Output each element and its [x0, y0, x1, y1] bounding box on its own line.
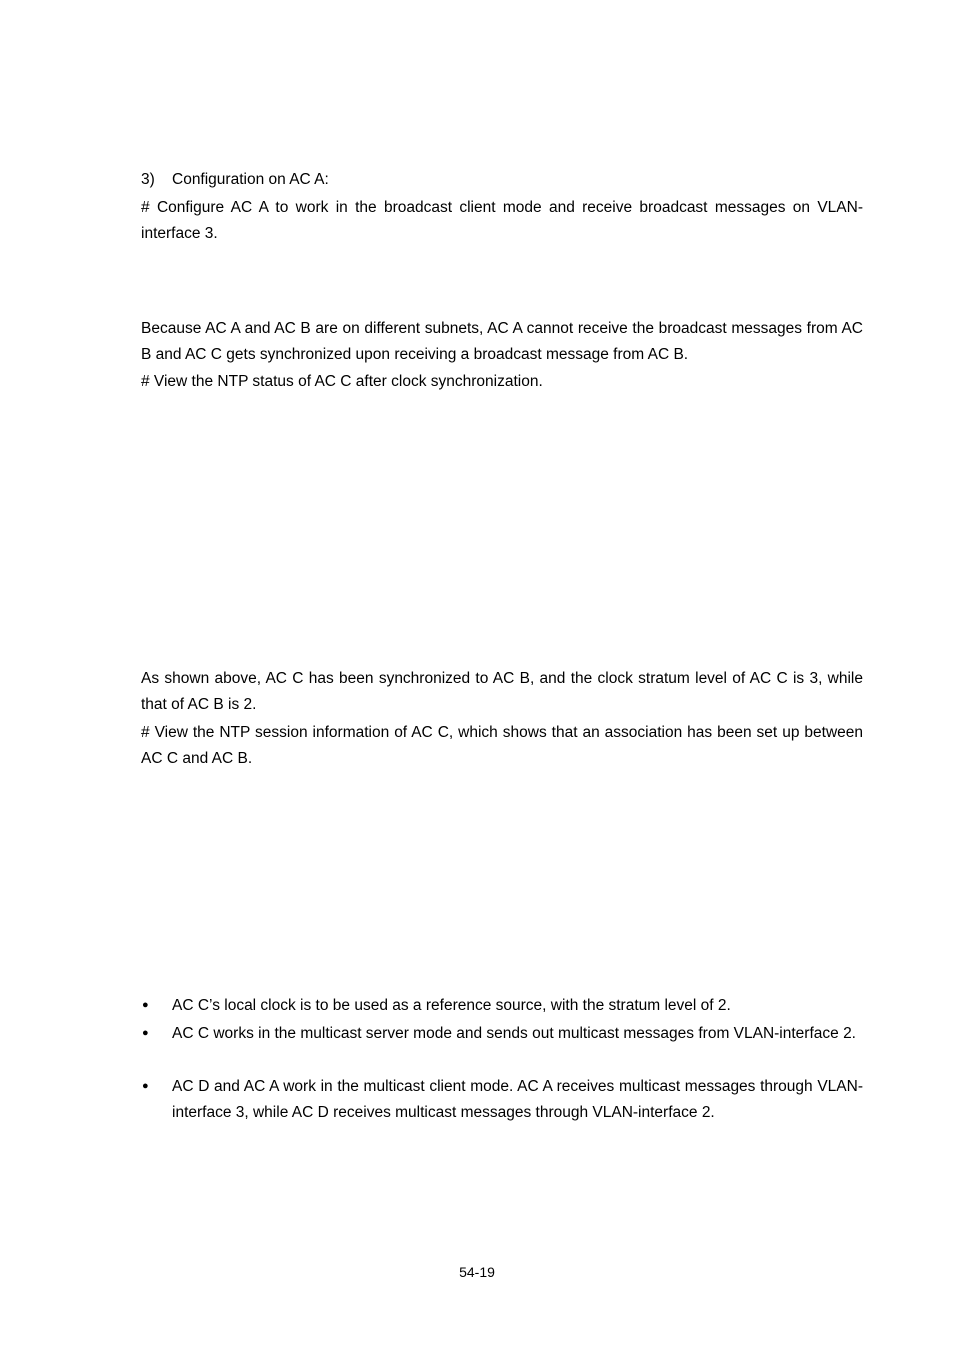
step-heading — [141, 167, 329, 193]
paragraph-view-ntp-status: # View the NTP status of AC C after clock synchronization. — [141, 373, 543, 390]
paragraph-view-ntp-session: # View the NTP session information of AC C, which shows that an association has been set up between AC C and AC B. — [141, 724, 863, 767]
paragraph-as-shown-above: As shown above, AC C has been synchronized to AC B, and the clock stratum level of AC C is 3, while that of AC B is 2. — [141, 670, 863, 713]
list-item-text: AC D and AC A work in the multicast client mode. AC A receives multicast messages through VLAN-interface 3, while AC D receives multicast messages through VLAN-interface 2. — [172, 1078, 863, 1121]
page-number: 54-19 — [459, 1264, 495, 1280]
list-item — [141, 1074, 863, 1125]
list-item — [141, 1021, 863, 1047]
paragraph-configure-ac-a: # Configure AC A to work in the broadcast client mode and receive broadcast messages on VLAN-interface 3. — [141, 199, 863, 242]
list-item — [141, 993, 863, 1019]
step-label: Configuration on AC A: — [172, 171, 329, 188]
bullet-icon: ● — [142, 1027, 149, 1039]
list-item-text: AC C works in the multicast server mode and sends out multicast messages from VLAN-interface 2. — [172, 1025, 856, 1042]
bullet-icon: ● — [142, 1080, 149, 1092]
bullet-icon: ● — [142, 999, 149, 1011]
step-number: 3) — [141, 171, 155, 188]
paragraph-different-subnets: Because AC A and AC B are on different subnets, AC A cannot receive the broadcast messages from AC B and AC C gets synchronized upon receiving a broadcast message from AC B. — [141, 320, 863, 363]
list-item-text: AC C’s local clock is to be used as a reference source, with the stratum level of 2. — [172, 997, 731, 1014]
